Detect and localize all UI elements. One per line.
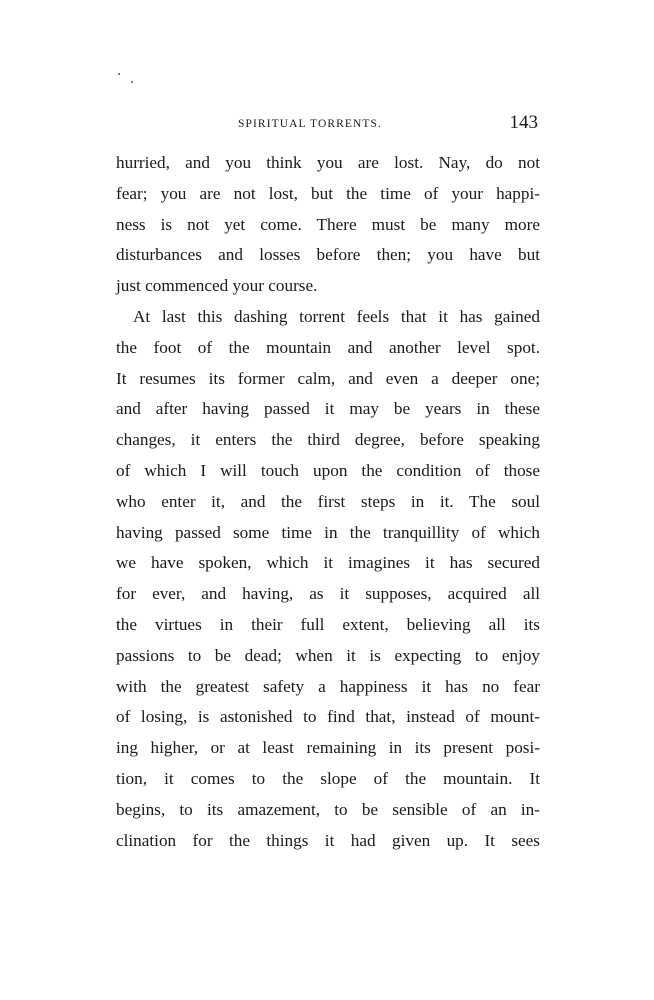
text-line: ing higher, or at least remaining in its present posi- <box>116 738 540 758</box>
text-line: we have spoken, which it imagines it has secured <box>116 553 540 573</box>
text-line: It resumes its former calm, and even a deeper one; <box>116 368 540 388</box>
text-line: begins, to its amazement, to be sensible of an in- <box>116 799 540 819</box>
page-number: 143 <box>509 112 538 133</box>
text-line: hurried, and you think you are lost. Nay, do not <box>116 153 540 172</box>
running-title: SPIRITUAL TORRENTS. <box>238 118 383 130</box>
text-line: of losing, is astonished to find that, instead of mount- <box>116 707 540 727</box>
text-line: just commenced your course. <box>116 276 318 296</box>
text-line: passions to be dead; when it is expecting to enjoy <box>116 645 540 665</box>
text-line: who enter it, and the first steps in it. The soul <box>116 491 540 511</box>
body-text <box>116 148 540 856</box>
text-line: tion, it comes to the slope of the mountain. It <box>116 768 540 788</box>
print-speck <box>131 81 133 83</box>
text-line: At last this dashing torrent feels that it has gained <box>133 306 540 326</box>
text-line: changes, it enters the third degree, before speaking <box>116 430 540 450</box>
text-line: with the greatest safety a happiness it has no fear <box>116 676 540 696</box>
text-line: of which I will touch upon the condition of those <box>116 460 540 480</box>
text-line: disturbances and losses before then; you have but <box>116 245 540 265</box>
text-line: clination for the things it had given up. It sees <box>116 830 540 850</box>
text-line: ness is not yet come. There must be many more <box>116 214 540 234</box>
text-line: having passed some time in the tranquillity of which <box>116 522 540 542</box>
page-header <box>116 112 540 140</box>
text-line: and after having passed it may be years in these <box>116 399 540 419</box>
text-line: the virtues in their full extent, believing all its <box>116 614 540 634</box>
text-line: fear; you are not lost, but the time of your happi- <box>116 183 540 203</box>
text-line: for ever, and having, as it supposes, acquired all <box>116 584 540 604</box>
print-speck <box>118 73 120 75</box>
text-line: the foot of the mountain and another level spot. <box>116 337 540 357</box>
